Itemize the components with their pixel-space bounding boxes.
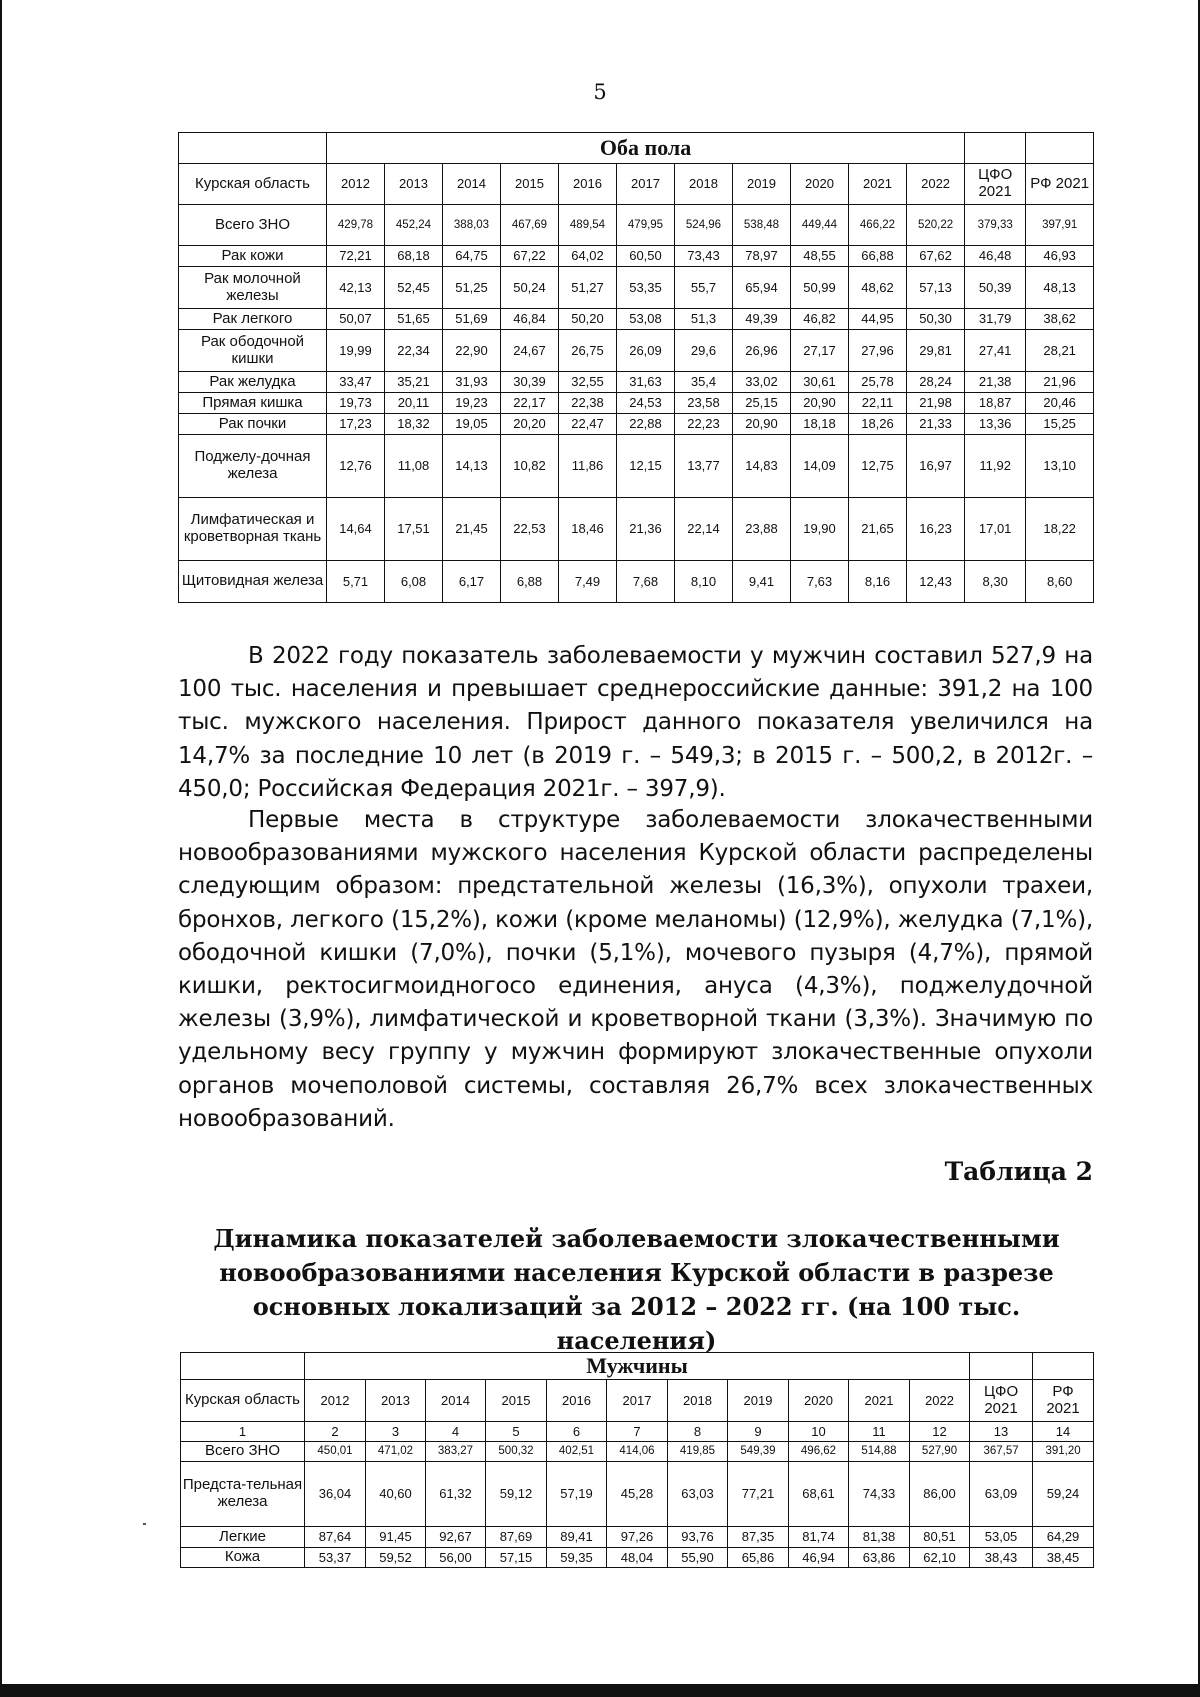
data-cell: 29,81 [907, 330, 965, 372]
data-cell: 8,16 [849, 561, 907, 603]
data-cell: 31,79 [965, 309, 1026, 330]
column-header-year: 2014 [426, 1380, 486, 1422]
data-cell: 17,51 [385, 498, 443, 561]
column-header-year: 2019 [733, 164, 791, 205]
column-header-year: 2021 [849, 164, 907, 205]
data-cell: 12,76 [327, 435, 385, 498]
data-cell: 6,17 [443, 561, 501, 603]
data-cell: 65,94 [733, 267, 791, 309]
column-header-year: 2016 [559, 164, 617, 205]
data-cell: 19,73 [327, 393, 385, 414]
data-cell: 26,96 [733, 330, 791, 372]
data-cell: 42,13 [327, 267, 385, 309]
column-header-year: 2018 [668, 1380, 728, 1422]
data-cell: 25,78 [849, 372, 907, 393]
data-cell: 53,37 [305, 1548, 366, 1568]
data-cell: 77,21 [728, 1462, 789, 1527]
data-cell: 28,24 [907, 372, 965, 393]
data-cell: 7,63 [791, 561, 849, 603]
data-cell: 7,49 [559, 561, 617, 603]
data-cell: 73,43 [675, 246, 733, 267]
data-cell: 479,95 [617, 205, 675, 246]
column-header-year: 2018 [675, 164, 733, 205]
data-cell: 81,74 [789, 1527, 849, 1548]
table-label: Таблица 2 [944, 1157, 1093, 1186]
data-cell: 11,08 [385, 435, 443, 498]
data-cell: 51,65 [385, 309, 443, 330]
table-row [179, 309, 1094, 330]
data-cell: 24,67 [501, 330, 559, 372]
data-cell: 15,25 [1026, 414, 1094, 435]
data-cell: 9,41 [733, 561, 791, 603]
corner-cell [181, 1353, 305, 1380]
data-cell: 22,88 [617, 414, 675, 435]
data-cell: 29,6 [675, 330, 733, 372]
data-cell: 21,96 [1026, 372, 1094, 393]
data-cell: 49,39 [733, 309, 791, 330]
data-cell: 397,91 [1026, 205, 1094, 246]
row-label: Прямая кишка [179, 393, 327, 414]
data-cell: 22,90 [443, 330, 501, 372]
row-label: Всего ЗНО [181, 1442, 305, 1462]
data-cell: 450,01 [305, 1442, 366, 1462]
data-cell: 13,36 [965, 414, 1026, 435]
data-cell: 449,44 [791, 205, 849, 246]
data-cell: 11,92 [965, 435, 1026, 498]
data-cell: 6,08 [385, 561, 443, 603]
data-cell: 35,4 [675, 372, 733, 393]
data-cell: 87,35 [728, 1527, 789, 1548]
column-header-year: 2021 [849, 1380, 910, 1422]
data-cell: 66,88 [849, 246, 907, 267]
column-header-year: 2017 [607, 1380, 668, 1422]
row-label: Всего ЗНО [179, 205, 327, 246]
table-row [179, 561, 1094, 603]
data-cell: 78,97 [733, 246, 791, 267]
row-label: Рак молочной железы [179, 267, 327, 309]
data-cell: 36,04 [305, 1462, 366, 1527]
data-cell: 549,39 [728, 1442, 789, 1462]
data-cell: 31,63 [617, 372, 675, 393]
data-cell: 33,02 [733, 372, 791, 393]
column-header-year: 2013 [385, 164, 443, 205]
data-cell: 50,24 [501, 267, 559, 309]
data-cell: 32,55 [559, 372, 617, 393]
data-cell: 22,14 [675, 498, 733, 561]
data-cell: 20,90 [791, 393, 849, 414]
column-header-region: Курская область [181, 1380, 305, 1422]
data-cell: 8,10 [675, 561, 733, 603]
data-cell: 16,97 [907, 435, 965, 498]
data-cell: 61,32 [426, 1462, 486, 1527]
data-cell: 46,94 [789, 1548, 849, 1568]
data-cell: 92,67 [426, 1527, 486, 1548]
data-cell: 44,95 [849, 309, 907, 330]
data-cell: 388,03 [443, 205, 501, 246]
column-header-year: РФ 2021 [1033, 1380, 1094, 1422]
column-header-year: 2015 [501, 164, 559, 205]
data-cell: 55,90 [668, 1548, 728, 1568]
column-number: 2 [305, 1422, 366, 1442]
data-cell: 59,52 [366, 1548, 426, 1568]
data-cell: 14,13 [443, 435, 501, 498]
data-cell: 5,71 [327, 561, 385, 603]
data-cell: 63,86 [849, 1548, 910, 1568]
data-cell: 27,96 [849, 330, 907, 372]
data-cell: 414,06 [607, 1442, 668, 1462]
column-header-year: 2022 [907, 164, 965, 205]
data-cell: 59,12 [486, 1462, 547, 1527]
data-cell: 50,99 [791, 267, 849, 309]
data-cell: 18,26 [849, 414, 907, 435]
data-cell: 489,54 [559, 205, 617, 246]
column-number: 14 [1033, 1422, 1094, 1442]
data-cell: 50,30 [907, 309, 965, 330]
corner-cell [179, 133, 327, 164]
data-cell: 63,09 [970, 1462, 1033, 1527]
data-cell: 31,93 [443, 372, 501, 393]
data-cell: 74,33 [849, 1462, 910, 1527]
data-cell: 467,69 [501, 205, 559, 246]
table-row [179, 372, 1094, 393]
data-cell: 89,41 [547, 1527, 607, 1548]
data-cell: 25,15 [733, 393, 791, 414]
data-cell: 27,17 [791, 330, 849, 372]
table-title: Динамика показателей заболеваемости злокачественными новообразованиями населения Курской области в разрезе основных локализаций за 2012 – 2022 гг. (на 100 тыс. населения) [213, 1224, 1060, 1355]
table-row [181, 1442, 1094, 1462]
data-cell: 14,64 [327, 498, 385, 561]
data-cell: 19,05 [443, 414, 501, 435]
column-number: 3 [366, 1422, 426, 1442]
data-cell: 30,61 [791, 372, 849, 393]
row-label: Рак ободочной кишки [179, 330, 327, 372]
data-cell: 46,93 [1026, 246, 1094, 267]
column-header-year: 2020 [789, 1380, 849, 1422]
data-cell: 18,46 [559, 498, 617, 561]
column-number: 11 [849, 1422, 910, 1442]
table-row [179, 330, 1094, 372]
data-cell: 26,09 [617, 330, 675, 372]
table-row [179, 246, 1094, 267]
data-cell: 63,03 [668, 1462, 728, 1527]
data-cell: 93,76 [668, 1527, 728, 1548]
data-cell: 60,50 [617, 246, 675, 267]
data-cell: 26,75 [559, 330, 617, 372]
data-cell: 21,98 [907, 393, 965, 414]
data-cell: 28,21 [1026, 330, 1094, 372]
data-cell: 19,90 [791, 498, 849, 561]
data-cell: 48,55 [791, 246, 849, 267]
data-cell: 27,41 [965, 330, 1026, 372]
data-cell: 514,88 [849, 1442, 910, 1462]
empty-header-cell [965, 133, 1026, 164]
column-header-year: РФ 2021 [1026, 164, 1094, 205]
column-number: 8 [668, 1422, 728, 1442]
data-cell: 21,65 [849, 498, 907, 561]
data-cell: 48,13 [1026, 267, 1094, 309]
data-cell: 52,45 [385, 267, 443, 309]
data-cell: 20,46 [1026, 393, 1094, 414]
data-cell: 21,36 [617, 498, 675, 561]
data-cell: 7,68 [617, 561, 675, 603]
data-cell: 67,62 [907, 246, 965, 267]
data-cell: 33,47 [327, 372, 385, 393]
column-number: 5 [486, 1422, 547, 1442]
data-cell: 14,83 [733, 435, 791, 498]
table-row [179, 393, 1094, 414]
data-cell: 64,29 [1033, 1527, 1094, 1548]
table-row [179, 267, 1094, 309]
data-cell: 64,75 [443, 246, 501, 267]
row-label: Предста-тельная железа [181, 1462, 305, 1527]
data-cell: 68,18 [385, 246, 443, 267]
data-cell: 402,51 [547, 1442, 607, 1462]
data-cell: 22,11 [849, 393, 907, 414]
row-label: Рак кожи [179, 246, 327, 267]
data-cell: 38,45 [1033, 1548, 1094, 1568]
data-cell: 57,15 [486, 1548, 547, 1568]
table-row [179, 414, 1094, 435]
data-cell: 500,32 [486, 1442, 547, 1462]
column-number: 1 [181, 1422, 305, 1442]
data-cell: 452,24 [385, 205, 443, 246]
data-cell: 22,23 [675, 414, 733, 435]
row-label: Поджелу-дочная железа [179, 435, 327, 498]
paragraph-male-structure: Первые места в структуре заболеваемости злокачественными новообразованиями мужского населения Курской области распределены следующим образом: предстательной железы (16,3%), опухоли трахеи, бронхов, легкого (15,2%), кожи (кроме меланомы) (12,9%), желудка (7,1%), ободочной кишки (7,0%), почки (5,1%), мочевого пузыря (4,7%), прямой кишки, ректосигмоидногосо единения, ануса (4,3%), поджелудочной железы (3,9%), лимфатической и кроветворной ткани (3,3%). Значимую по удельному весу группу у мужчин формируют злокачественные опухоли органов мочеполовой системы, составляя 26,7% всех злокачественных новообразований. [178, 807, 1093, 1132]
column-number: 13 [970, 1422, 1033, 1442]
data-cell: 22,34 [385, 330, 443, 372]
data-cell: 97,26 [607, 1527, 668, 1548]
column-number: 12 [910, 1422, 970, 1442]
data-cell: 22,38 [559, 393, 617, 414]
column-header-year: 2017 [617, 164, 675, 205]
data-cell: 65,86 [728, 1548, 789, 1568]
table-row [181, 1548, 1094, 1568]
column-header-year: 2012 [305, 1380, 366, 1422]
incidence-table-men [180, 1352, 1094, 1568]
data-cell: 6,88 [501, 561, 559, 603]
paragraph-male-incidence: В 2022 году показатель заболеваемости у мужчин составил 527,9 на 100 тыс. населения и превышает среднероссийские данные: 391,2 на 100 тыс. мужского населения. Прирост данного показателя увеличился на 14,7% за последние 10 лет (в 2019 г. – 549,3; в 2015 г. – 500,2, в 2012г. – 450,0; Российская Федерация 2021г. – 397,9). [178, 643, 1093, 802]
table-row [179, 498, 1094, 561]
scan-speck [143, 1523, 146, 1525]
data-cell: 80,51 [910, 1527, 970, 1548]
table-row [179, 205, 1094, 246]
data-cell: 496,62 [789, 1442, 849, 1462]
page-number: 5 [593, 80, 607, 104]
column-header-year: 2016 [547, 1380, 607, 1422]
data-cell: 59,24 [1033, 1462, 1094, 1527]
data-cell: 17,23 [327, 414, 385, 435]
data-cell: 40,60 [366, 1462, 426, 1527]
data-cell: 57,13 [907, 267, 965, 309]
column-header-region: Курская область [179, 164, 327, 205]
data-cell: 11,86 [559, 435, 617, 498]
data-cell: 23,58 [675, 393, 733, 414]
column-number: 10 [789, 1422, 849, 1442]
column-header-year: 2020 [791, 164, 849, 205]
data-cell: 429,78 [327, 205, 385, 246]
data-cell: 48,04 [607, 1548, 668, 1568]
column-number: 4 [426, 1422, 486, 1442]
row-label: Рак легкого [179, 309, 327, 330]
data-cell: 50,20 [559, 309, 617, 330]
table-row [179, 435, 1094, 498]
data-cell: 466,22 [849, 205, 907, 246]
data-cell: 379,33 [965, 205, 1026, 246]
column-header-year: 2015 [486, 1380, 547, 1422]
data-cell: 18,22 [1026, 498, 1094, 561]
data-cell: 18,18 [791, 414, 849, 435]
row-label: Легкие [181, 1527, 305, 1548]
empty-header-cell [1026, 133, 1094, 164]
data-cell: 67,22 [501, 246, 559, 267]
data-cell: 12,43 [907, 561, 965, 603]
column-number: 6 [547, 1422, 607, 1442]
data-cell: 53,05 [970, 1527, 1033, 1548]
data-cell: 64,02 [559, 246, 617, 267]
data-cell: 53,08 [617, 309, 675, 330]
data-cell: 46,82 [791, 309, 849, 330]
data-cell: 21,33 [907, 414, 965, 435]
page-edge-left [0, 0, 2, 1697]
row-label: Щитовидная железа [179, 561, 327, 603]
column-header-year: ЦФО 2021 [970, 1380, 1033, 1422]
data-cell: 38,43 [970, 1548, 1033, 1568]
data-cell: 51,69 [443, 309, 501, 330]
data-cell: 383,27 [426, 1442, 486, 1462]
data-cell: 391,20 [1033, 1442, 1094, 1462]
data-cell: 62,10 [910, 1548, 970, 1568]
data-cell: 81,38 [849, 1527, 910, 1548]
data-cell: 8,60 [1026, 561, 1094, 603]
data-cell: 22,53 [501, 498, 559, 561]
data-cell: 45,28 [607, 1462, 668, 1527]
column-number: 7 [607, 1422, 668, 1442]
data-cell: 524,96 [675, 205, 733, 246]
data-cell: 51,27 [559, 267, 617, 309]
data-cell: 20,11 [385, 393, 443, 414]
data-cell: 23,88 [733, 498, 791, 561]
page-edge-bottom [0, 1684, 1200, 1697]
data-cell: 20,90 [733, 414, 791, 435]
data-cell: 8,30 [965, 561, 1026, 603]
data-cell: 53,35 [617, 267, 675, 309]
data-cell: 20,20 [501, 414, 559, 435]
row-label: Рак почки [179, 414, 327, 435]
data-cell: 16,23 [907, 498, 965, 561]
data-cell: 30,39 [501, 372, 559, 393]
data-cell: 56,00 [426, 1548, 486, 1568]
data-cell: 12,75 [849, 435, 907, 498]
data-cell: 13,77 [675, 435, 733, 498]
empty-header-cell [970, 1353, 1033, 1380]
incidence-table-both-sexes [178, 132, 1094, 603]
column-header-year: 2012 [327, 164, 385, 205]
data-cell: 17,01 [965, 498, 1026, 561]
data-cell: 18,87 [965, 393, 1026, 414]
data-cell: 19,23 [443, 393, 501, 414]
data-cell: 13,10 [1026, 435, 1094, 498]
column-header-year: 2013 [366, 1380, 426, 1422]
data-cell: 22,17 [501, 393, 559, 414]
data-cell: 55,7 [675, 267, 733, 309]
data-cell: 24,53 [617, 393, 675, 414]
data-cell: 50,39 [965, 267, 1026, 309]
data-cell: 91,45 [366, 1527, 426, 1548]
data-cell: 12,15 [617, 435, 675, 498]
data-cell: 21,45 [443, 498, 501, 561]
empty-header-cell [1033, 1353, 1094, 1380]
data-cell: 21,38 [965, 372, 1026, 393]
data-cell: 471,02 [366, 1442, 426, 1462]
row-label: Рак желудка [179, 372, 327, 393]
column-header-year: ЦФО 2021 [965, 164, 1026, 205]
data-cell: 527,90 [910, 1442, 970, 1462]
row-label: Кожа [181, 1548, 305, 1568]
data-cell: 14,09 [791, 435, 849, 498]
column-number: 9 [728, 1422, 789, 1442]
row-label: Лимфатическая и кроветворная ткань [179, 498, 327, 561]
data-cell: 538,48 [733, 205, 791, 246]
column-header-year: 2022 [910, 1380, 970, 1422]
data-cell: 51,3 [675, 309, 733, 330]
column-header-year: 2014 [443, 164, 501, 205]
data-cell: 87,64 [305, 1527, 366, 1548]
data-cell: 10,82 [501, 435, 559, 498]
data-cell: 86,00 [910, 1462, 970, 1527]
data-cell: 57,19 [547, 1462, 607, 1527]
data-cell: 520,22 [907, 205, 965, 246]
group-header: Мужчины [305, 1353, 970, 1380]
data-cell: 68,61 [789, 1462, 849, 1527]
table-row [181, 1527, 1094, 1548]
data-cell: 50,07 [327, 309, 385, 330]
data-cell: 87,69 [486, 1527, 547, 1548]
data-cell: 59,35 [547, 1548, 607, 1568]
data-cell: 48,62 [849, 267, 907, 309]
table-row [181, 1462, 1094, 1527]
data-cell: 46,48 [965, 246, 1026, 267]
data-cell: 367,57 [970, 1442, 1033, 1462]
data-cell: 35,21 [385, 372, 443, 393]
data-cell: 419,85 [668, 1442, 728, 1462]
data-cell: 38,62 [1026, 309, 1094, 330]
data-cell: 72,21 [327, 246, 385, 267]
data-cell: 46,84 [501, 309, 559, 330]
group-header: Оба пола [327, 133, 965, 164]
column-header-year: 2019 [728, 1380, 789, 1422]
data-cell: 18,32 [385, 414, 443, 435]
data-cell: 22,47 [559, 414, 617, 435]
data-cell: 19,99 [327, 330, 385, 372]
data-cell: 51,25 [443, 267, 501, 309]
